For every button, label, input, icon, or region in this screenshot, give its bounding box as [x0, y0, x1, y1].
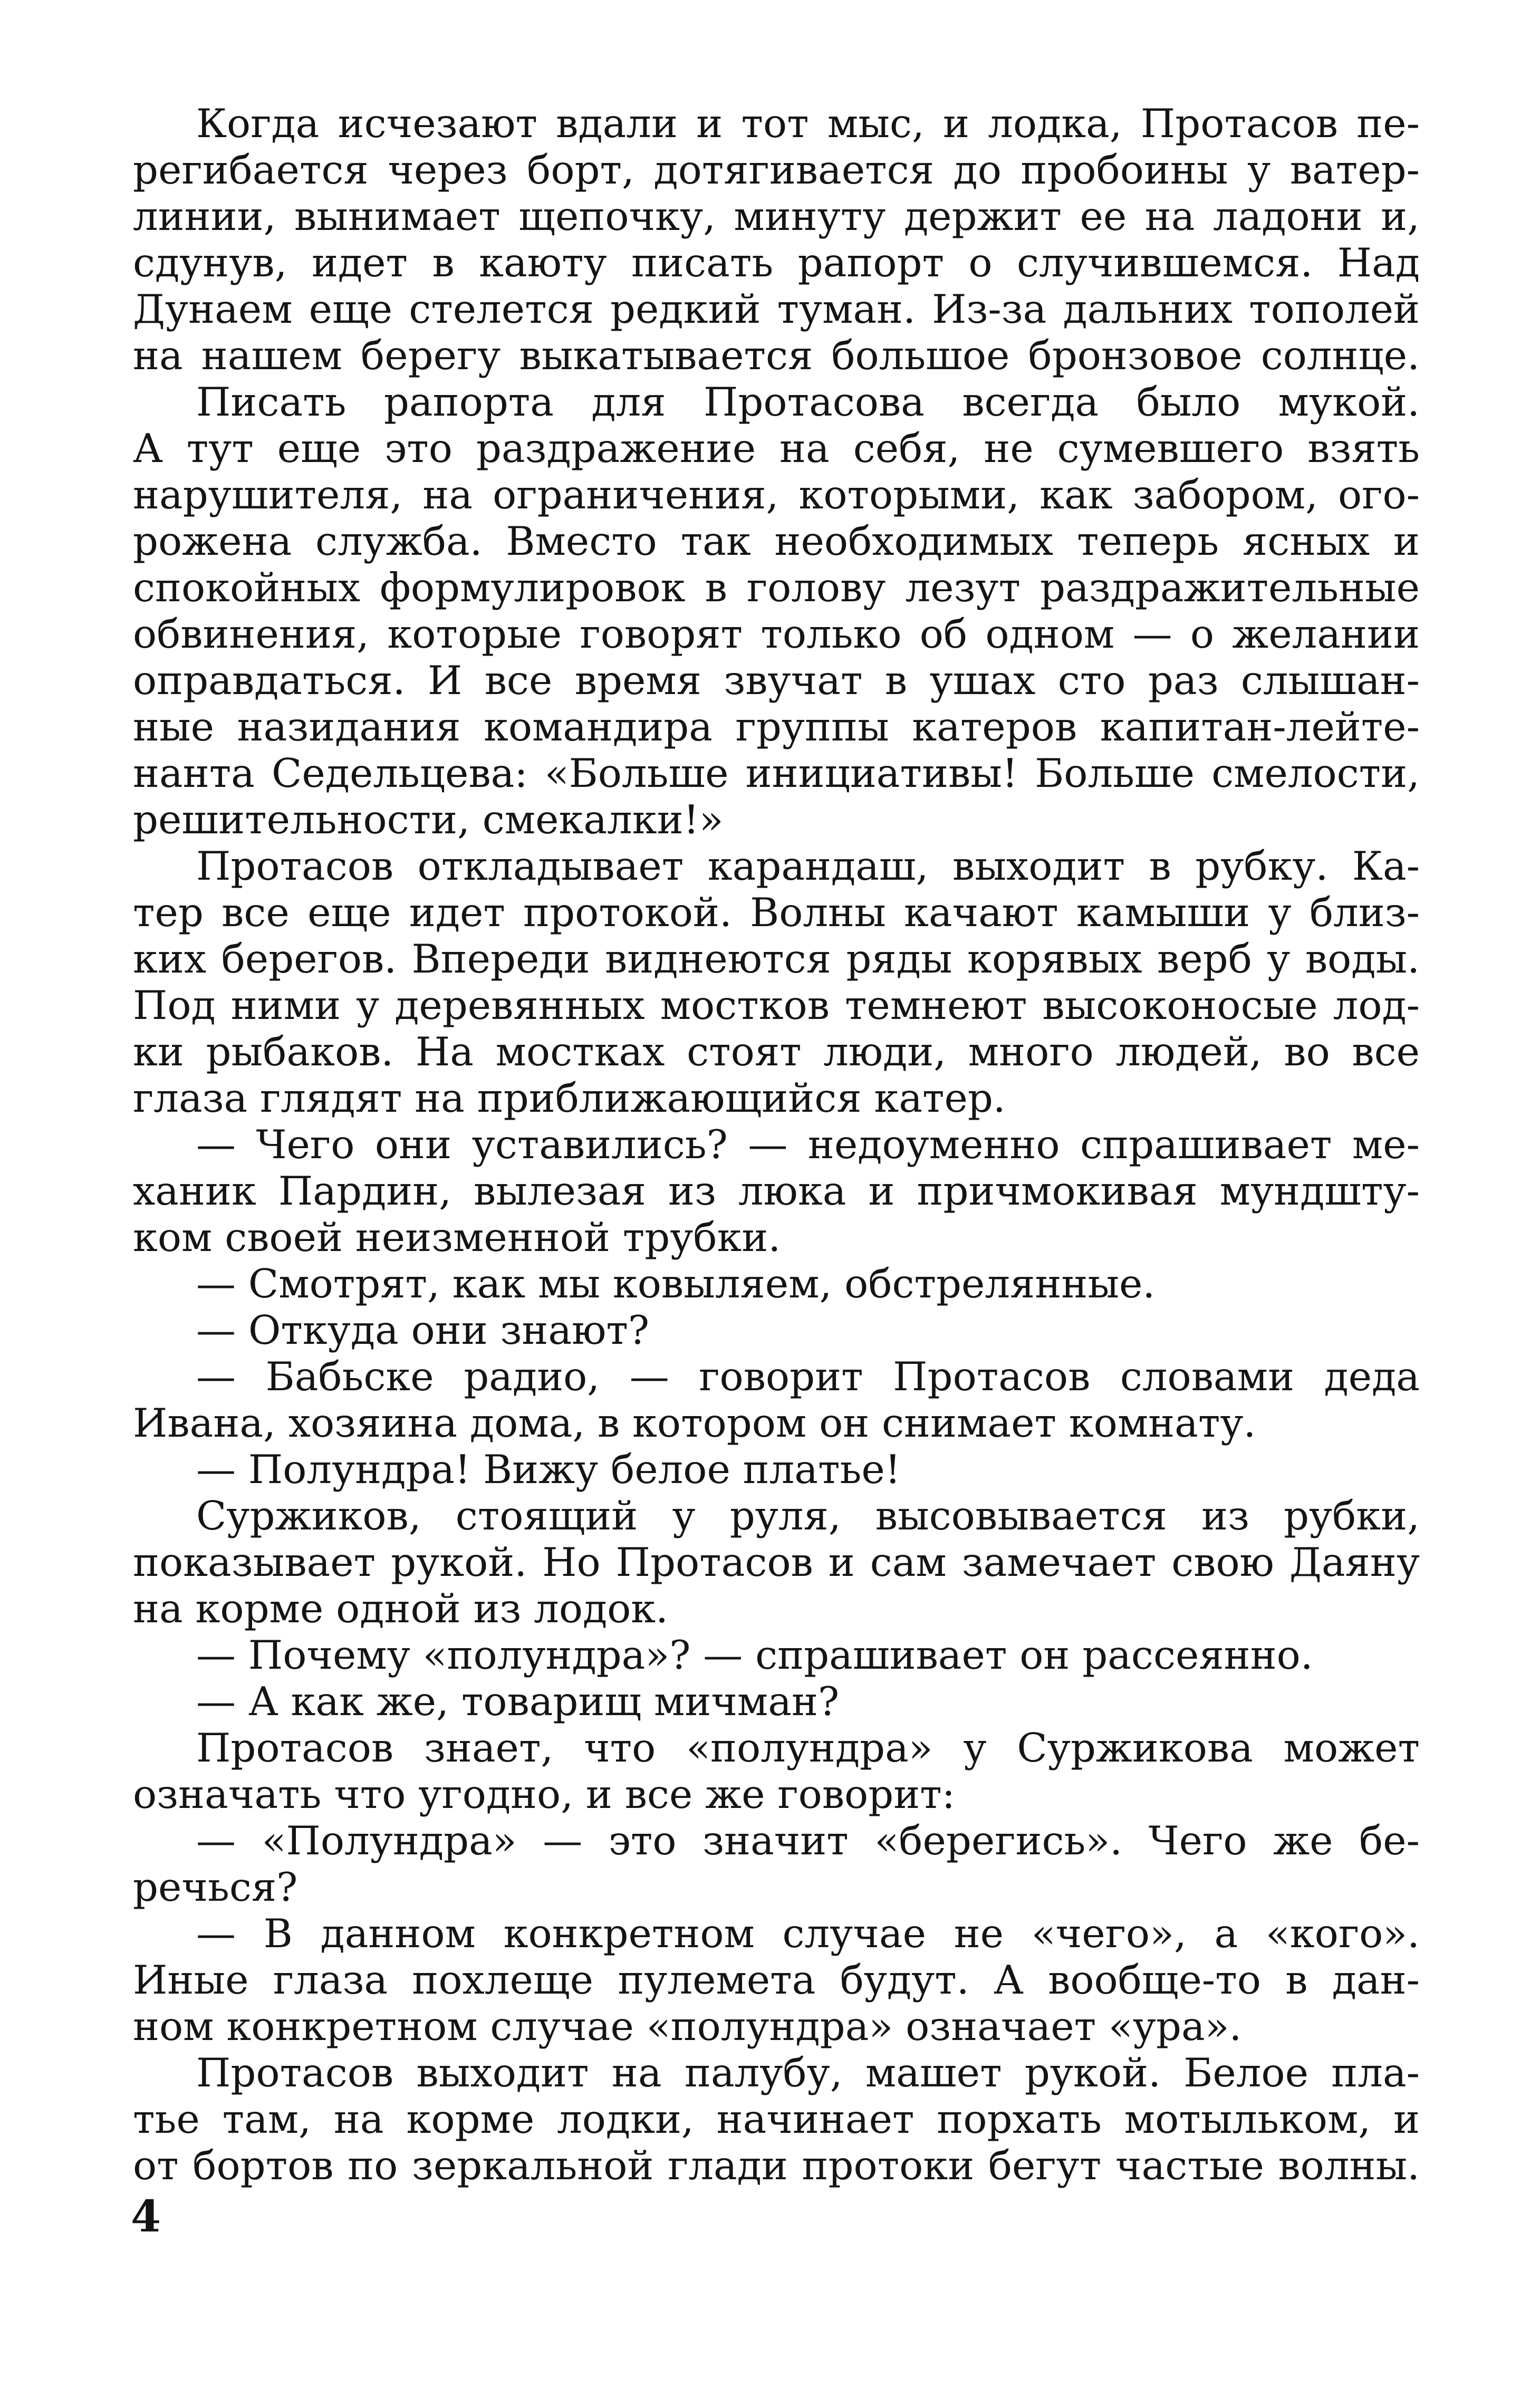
text-line: означать что угодно, и все же говорит:: [133, 1771, 955, 1817]
text-line: на нашем берегу выкатывается большое бронзовое солнце.: [133, 332, 1420, 379]
text-line: решительности, смекалки!»: [133, 796, 724, 843]
text-line: ханик Пардин, вылезая из люка и причмокивая мундшту-: [133, 1168, 1420, 1214]
text-line: А тут еще это раздражение на себя, не сумевшего взять: [133, 425, 1420, 471]
text-line: ные назидания командира группы катеров капитан-лейте-: [133, 704, 1420, 750]
text-line: — А как же, товарищ мичман?: [196, 1678, 840, 1725]
text-line: сдунув, идет в каюту писать рапорт о случившемся. Над: [133, 239, 1420, 286]
paragraph: [133, 100, 1420, 379]
text-line: — Чего они уставились? — недоуменно спрашивает ме-: [196, 1121, 1420, 1168]
text-line: ки рыбаков. На мостках стоят люди, много людей, во все: [133, 1028, 1420, 1075]
paragraph: [133, 1678, 1420, 1725]
text-line: тье там, на корме лодки, начинает порхать мотыльком, и: [133, 2096, 1420, 2142]
text-line: — Полундра! Вижу белое платье!: [196, 1446, 901, 1493]
text-line: нарушителя, на ограничения, которыми, как забором, ого-: [133, 471, 1420, 518]
paragraph: [133, 1817, 1420, 1910]
text-line: рожена служба. Вместо так необходимых теперь ясных и: [133, 518, 1420, 564]
text-line: ном конкретном случае «полундра» означает «ура».: [133, 2003, 1242, 2049]
paragraph: [133, 1725, 1420, 1817]
text-line: ких берегов. Впереди виднеются ряды корявых верб у воды.: [133, 936, 1420, 982]
text-line: обвинения, которые говорят только об одном — о желании: [133, 611, 1420, 657]
text-line: Ивана, хозяина дома, в котором он снимает комнату.: [133, 1400, 1256, 1446]
paragraph: [133, 1121, 1420, 1260]
text-line: Протасов знает, что «полундра» у Суржикова может: [196, 1725, 1420, 1771]
text-line: глаза глядят на приближающийся катер.: [133, 1075, 1006, 1121]
text-line: Когда исчезают вдали и тот мыс, и лодка, Протасов пе-: [196, 100, 1420, 147]
text-line: Писать рапорта для Протасова всегда было мукой.: [196, 379, 1420, 425]
text-line: от бортов по зеркальной глади протоки бегут частые волны.: [133, 2142, 1420, 2189]
text-line: нанта Седельцева: «Больше инициативы! Больше смелости,: [133, 750, 1420, 796]
text-line: — Откуда они знают?: [196, 1307, 650, 1353]
text-line: оправдаться. И все время звучат в ушах сто раз слышан-: [133, 657, 1420, 704]
paragraph: [133, 1446, 1420, 1493]
paragraph: [133, 1260, 1420, 1307]
text-line: линии, вынимает щепочку, минуту держит ее на ладони и,: [133, 193, 1420, 239]
text-line: — Почему «полундра»? — спрашивает он рассеянно.: [196, 1632, 1313, 1678]
text-line: — «Полундра» — это значит «берегись». Чего же бе-: [196, 1817, 1420, 1864]
body-text: [133, 100, 1420, 2189]
text-line: Иные глаза похлеще пулемета будут. А вообще-то в дан-: [133, 1957, 1420, 2003]
text-line: на корме одной из лодок.: [133, 1585, 669, 1632]
text-line: — В данном конкретном случае не «чего», а «кого».: [196, 1910, 1420, 1957]
text-line: Протасов откладывает карандаш, выходит в рубку. Ка-: [196, 843, 1420, 889]
paragraph: [133, 1353, 1420, 1446]
text-line: Дунаем еще стелется редкий туман. Из-за дальних тополей: [133, 286, 1420, 332]
text-line: — Смотрят, как мы ковыляем, обстрелянные.: [196, 1260, 1156, 1307]
text-line: тер все еще идет протокой. Волны качают камыши у близ-: [133, 889, 1420, 936]
paragraph: [133, 2049, 1420, 2189]
text-line: Под ними у деревянных мостков темнеют высоконосые лод-: [133, 982, 1420, 1028]
paragraph: [133, 1632, 1420, 1678]
text-line: спокойных формулировок в голову лезут раздражительные: [133, 564, 1420, 611]
text-line: регибается через борт, дотягивается до пробоины у ватер-: [133, 147, 1420, 193]
text-line: показывает рукой. Но Протасов и сам замечает свою Даяну: [133, 1539, 1420, 1585]
page-number: 4: [131, 2191, 161, 2242]
text-line: речься?: [133, 1864, 298, 1910]
text-line: Суржиков, стоящий у руля, высовывается из рубки,: [196, 1493, 1420, 1539]
paragraph: [133, 1493, 1420, 1632]
paragraph: [133, 1910, 1420, 2049]
text-line: — Бабьске радио, — говорит Протасов словами деда: [196, 1353, 1420, 1400]
paragraph: [133, 1307, 1420, 1353]
paragraph: [133, 843, 1420, 1121]
paragraph: [133, 379, 1420, 843]
text-line: Протасов выходит на палубу, машет рукой. Белое пла-: [196, 2049, 1420, 2096]
text-line: ком своей неизменной трубки.: [133, 1214, 781, 1260]
